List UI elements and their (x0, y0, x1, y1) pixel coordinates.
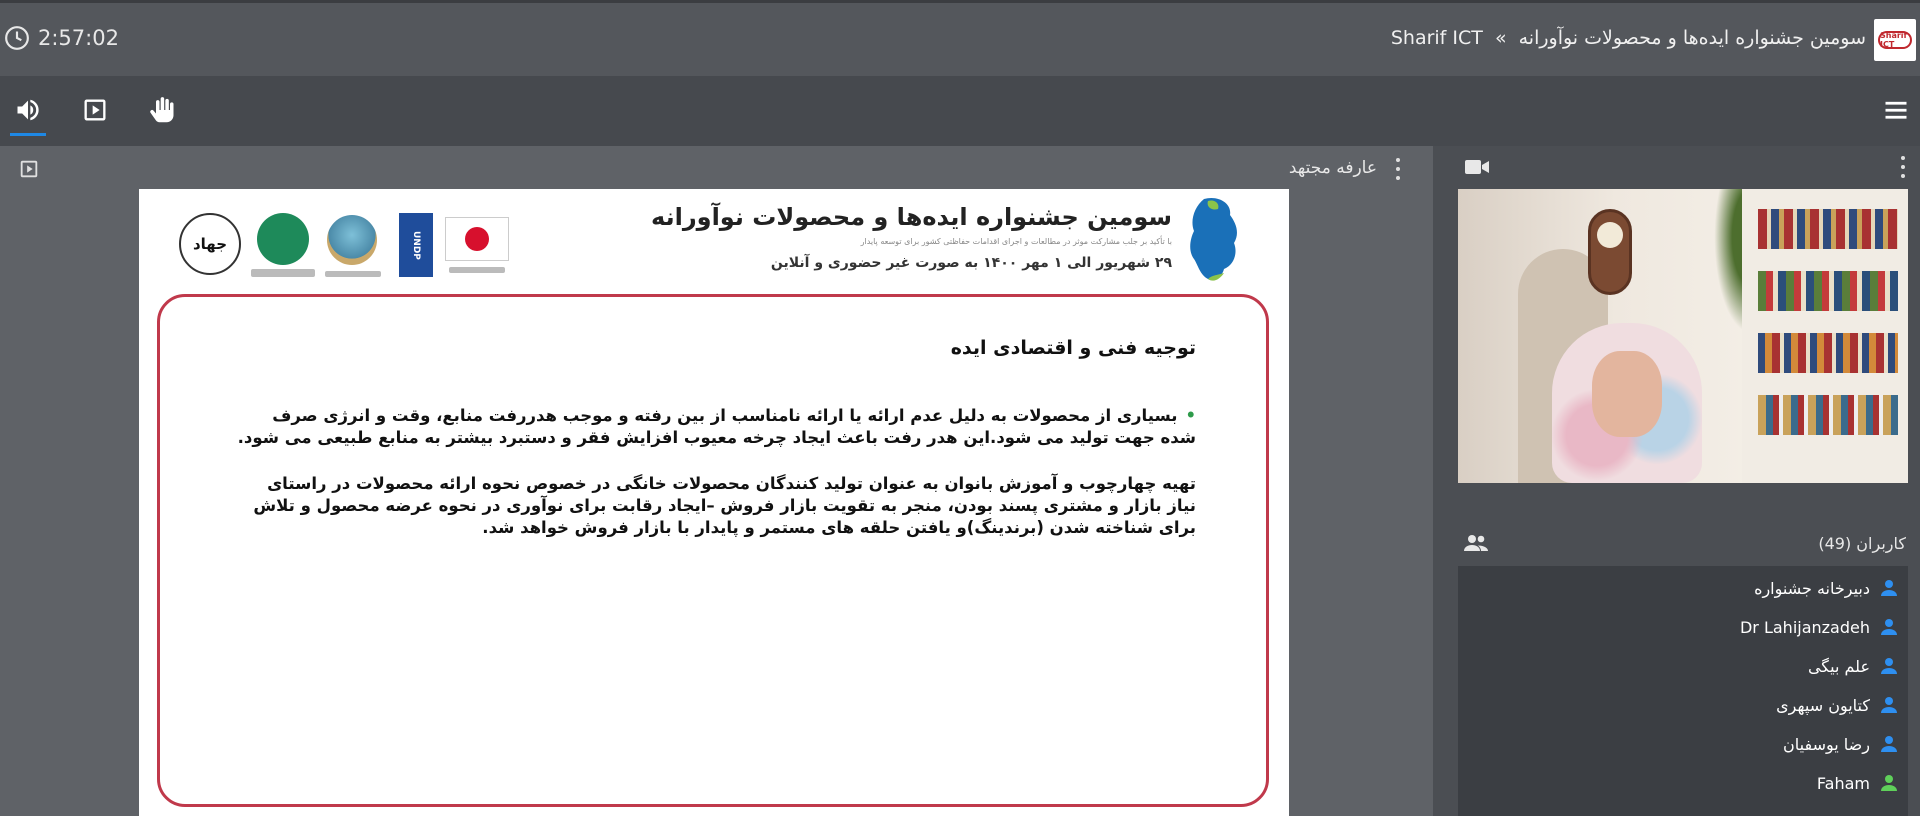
user-icon (1880, 657, 1898, 675)
user-item[interactable] (1776, 691, 1898, 719)
menu-button[interactable] (1878, 92, 1914, 128)
user-list (1458, 566, 1908, 816)
user-icon (1880, 618, 1898, 636)
presentation-icon (18, 158, 40, 180)
breadcrumb-root[interactable]: Sharif ICT (1390, 27, 1483, 49)
video-books (1758, 271, 1898, 311)
slide-content-box (157, 294, 1269, 807)
slide-title: سومین جشنواره ایده‌ها و محصولات نوآورانه (651, 203, 1172, 231)
raise-hand-button[interactable] (145, 92, 181, 128)
users-toggle[interactable] (1463, 532, 1489, 558)
participant-face (1592, 351, 1662, 437)
logo-text: Sharif ICT (1880, 31, 1908, 49)
webcam-toggle[interactable] (1464, 156, 1490, 182)
side-panel (1433, 146, 1920, 816)
presenter-name: عارفه مجتهد (1288, 158, 1377, 178)
user-name: Dr Lahijanzadeh (1739, 617, 1870, 637)
users-icon (1463, 532, 1489, 554)
sponsor-logos (179, 209, 519, 281)
presentation-toggle[interactable] (18, 158, 42, 182)
breadcrumb-current: سومین جشنواره ایده‌ها و محصولات نوآورانه (1518, 27, 1866, 49)
japan-logo-caption (449, 267, 505, 273)
organization-logo (327, 215, 377, 265)
video-books (1758, 333, 1898, 373)
screen-share-icon (81, 96, 109, 124)
speaker-icon (14, 96, 42, 124)
webcam-options-icon[interactable] (1898, 154, 1908, 180)
japan-flag-logo (445, 217, 509, 261)
webcam-video[interactable] (1458, 189, 1908, 483)
toolbar (0, 76, 1920, 146)
undp-logo (399, 213, 433, 277)
slide (139, 189, 1289, 816)
environment-logo (257, 213, 309, 265)
users-header (1433, 524, 1920, 564)
session-timer (4, 25, 119, 51)
share-screen-button[interactable] (77, 92, 113, 128)
paragraph-1-text: بسیاری از محصولات به دلیل عدم ارائه یا ارائه نامناسب از بین رفته و موجب هدررفت منابع، وقت و انرژی صرف شده جهت تولید می شود.این هدر رفت باعث ایجاد چرخه معیوب افزایش فقر و دستبرد بیشتر به منابع طبیعی می شود. (237, 406, 1196, 447)
user-item[interactable] (1817, 769, 1898, 797)
video-books (1758, 395, 1898, 435)
breadcrumb-separator: » (1494, 27, 1507, 49)
sharif-ict-logo (1874, 19, 1916, 61)
slide-paragraph-2: تهیه چهارچوب و آموزش بانوان به عنوان تولید کنندگان محصولات خانگی در خصوص نحوه ارائه محصولات در راستای نیاز بازار و مشتری پسند بودن، منجر به تقویت بازار فروش –ایجاد رقابت برای نوآوری در نحوه عرضه محصول و تلاش برای شناخته شدن (برندینگ)و یافتن حلقه های مستمر و پایدار با بازار فروش خواهد شد. (253, 474, 1196, 537)
environment-logo-caption (251, 269, 315, 277)
title-bar (0, 0, 1920, 76)
user-name: دبیرخانه جشنواره (1754, 578, 1870, 598)
slide-heading: توجیه فنی و اقتصادی ایده (950, 337, 1196, 359)
slide-date: ۲۹ شهریور الی ۱ مهر ۱۴۰۰ به صورت غیر حضوری و آنلاین (770, 255, 1172, 271)
slide-paragraph-1 (236, 405, 1196, 449)
breadcrumb (1391, 27, 1866, 49)
hamburger-menu-icon (1882, 96, 1910, 124)
presentation-options-icon[interactable] (1393, 156, 1403, 182)
slide-subtitle: با تأکید بر جلب مشارکت موثر در مطالعات و اجرای اقدامات حفاظتی کشور برای توسعه پایدار (860, 237, 1172, 246)
organization-logo-caption (325, 271, 381, 277)
user-icon (1880, 696, 1898, 714)
jihad-logo-text: جهاد (192, 235, 228, 253)
user-name: Faham (1816, 773, 1870, 793)
video-books (1758, 209, 1898, 249)
user-name: کتایون سپهری (1776, 695, 1870, 715)
raise-hand-icon (149, 96, 177, 124)
jihad-logo (179, 213, 241, 275)
video-wall-clock (1588, 209, 1632, 295)
audio-button[interactable] (10, 92, 46, 128)
user-item[interactable] (1783, 730, 1898, 758)
users-title: کاربران (49) (1818, 534, 1906, 553)
video-camera-icon (1464, 156, 1490, 178)
webcam-header (1433, 146, 1920, 186)
user-name: علم بیگی (1807, 656, 1870, 676)
timer-text: 2:57:02 (38, 26, 119, 50)
user-item[interactable] (1754, 574, 1898, 602)
user-icon (1880, 735, 1898, 753)
presentation-area (0, 146, 1433, 816)
user-icon (1880, 774, 1898, 792)
user-item[interactable] (1808, 652, 1898, 680)
bullet-icon: • (1185, 406, 1196, 425)
video-participant (1532, 323, 1722, 483)
undp-logo-text: UNDP (411, 230, 421, 260)
user-name: رضا یوسفیان (1783, 734, 1870, 754)
user-icon (1880, 579, 1898, 597)
user-item[interactable] (1740, 613, 1898, 641)
clock-icon (4, 25, 30, 51)
iran-map-logo (1184, 195, 1244, 285)
